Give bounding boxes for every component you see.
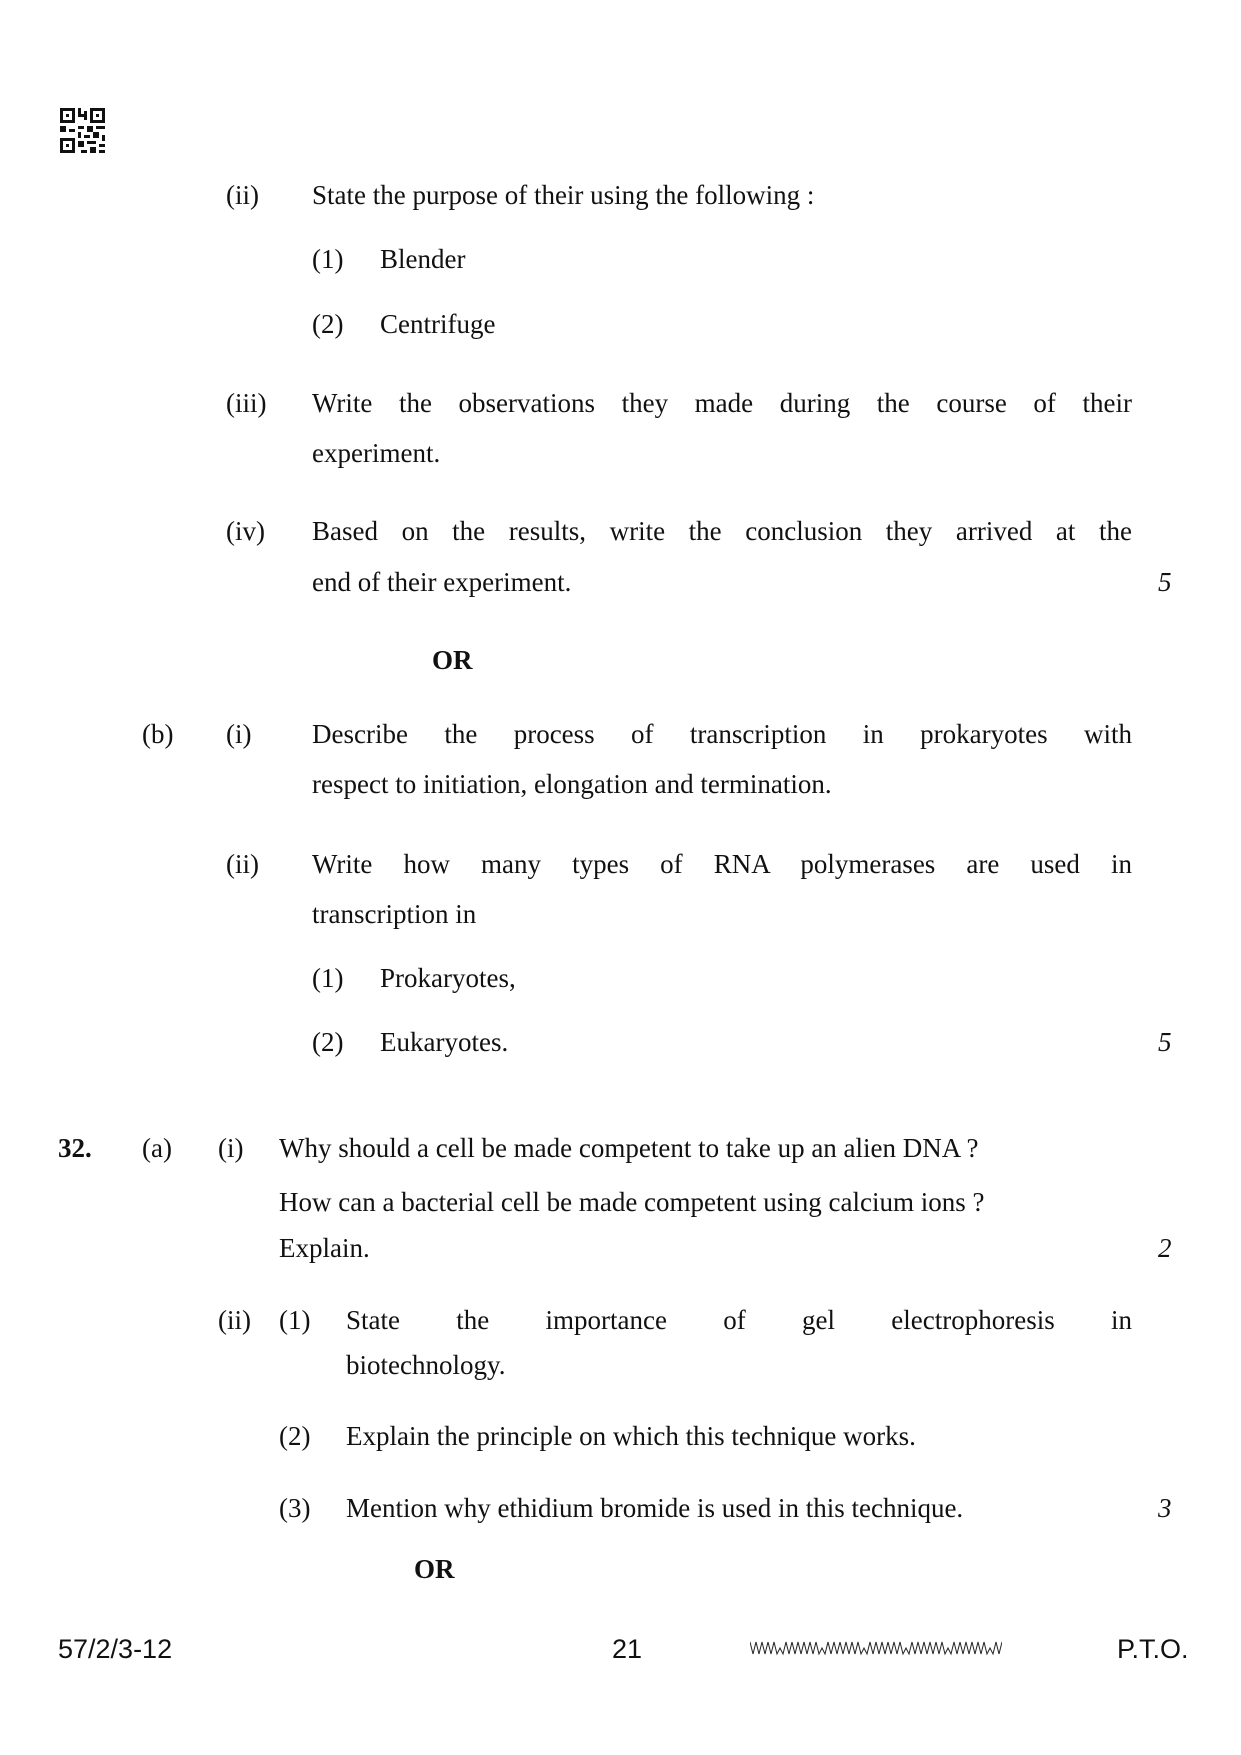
item-text: Prokaryotes,: [380, 963, 516, 993]
item-text: biotechnology.: [346, 1350, 506, 1380]
question-text: transcription in: [312, 899, 477, 929]
item-text: Mention why ethidium bromide is used in this technique.: [346, 1493, 964, 1523]
item-text: Explain the principle on which this technique works.: [346, 1421, 916, 1451]
subpart-number: (ii): [218, 1305, 251, 1335]
item-number: (2): [312, 309, 344, 339]
item-text: Centrifuge: [380, 309, 496, 339]
question-number: 32.: [58, 1133, 92, 1163]
question-text: respect to initiation, elongation and termination.: [312, 769, 832, 799]
subpart-number: (iv): [226, 516, 265, 546]
subpart-number: (i): [226, 719, 252, 749]
question-text: Write the observations they made during the course of their: [312, 388, 1132, 418]
part-label: (a): [142, 1133, 172, 1163]
item-number: (2): [312, 1027, 344, 1057]
item-number: (3): [279, 1493, 311, 1523]
paper-code: 57/2/3-12: [58, 1634, 173, 1664]
question-text: State the purpose of their using the following :: [312, 180, 815, 210]
question-text: Why should a cell be made competent to take up an alien DNA ?: [279, 1133, 979, 1163]
marks: 5: [1158, 1027, 1172, 1057]
question-text: Write how many types of RNA polymerases are used in: [312, 849, 1132, 879]
or-separator: OR: [432, 645, 473, 675]
subpart-number: (iii): [226, 388, 267, 418]
please-turn-over: P.T.O.: [1117, 1634, 1189, 1664]
part-label: (b): [142, 719, 174, 749]
question-text: end of their experiment.: [312, 567, 572, 597]
subpart-number: (ii): [226, 180, 259, 210]
marks: 5: [1158, 567, 1172, 597]
item-text: State the importance of gel electrophoresis in: [346, 1305, 1132, 1335]
zigzag-security-line: [750, 1640, 1002, 1656]
item-number: (1): [279, 1305, 311, 1335]
marks: 2: [1158, 1233, 1172, 1263]
page-number: 21: [612, 1634, 643, 1664]
item-text: Blender: [380, 244, 466, 274]
qr-code-icon: [60, 108, 105, 153]
item-number: (1): [312, 244, 344, 274]
item-number: (2): [279, 1421, 311, 1451]
question-text: Explain.: [279, 1233, 370, 1263]
or-separator: OR: [414, 1554, 455, 1584]
item-text: Eukaryotes.: [380, 1027, 509, 1057]
question-text: Based on the results, write the conclusion they arrived at the: [312, 516, 1132, 546]
question-text: experiment.: [312, 438, 441, 468]
subpart-number: (i): [218, 1133, 244, 1163]
item-number: (1): [312, 963, 344, 993]
question-text: Describe the process of transcription in prokaryotes with: [312, 719, 1132, 749]
marks: 3: [1158, 1493, 1172, 1523]
subpart-number: (ii): [226, 849, 259, 879]
question-text: How can a bacterial cell be made competent using calcium ions ?: [279, 1187, 985, 1217]
